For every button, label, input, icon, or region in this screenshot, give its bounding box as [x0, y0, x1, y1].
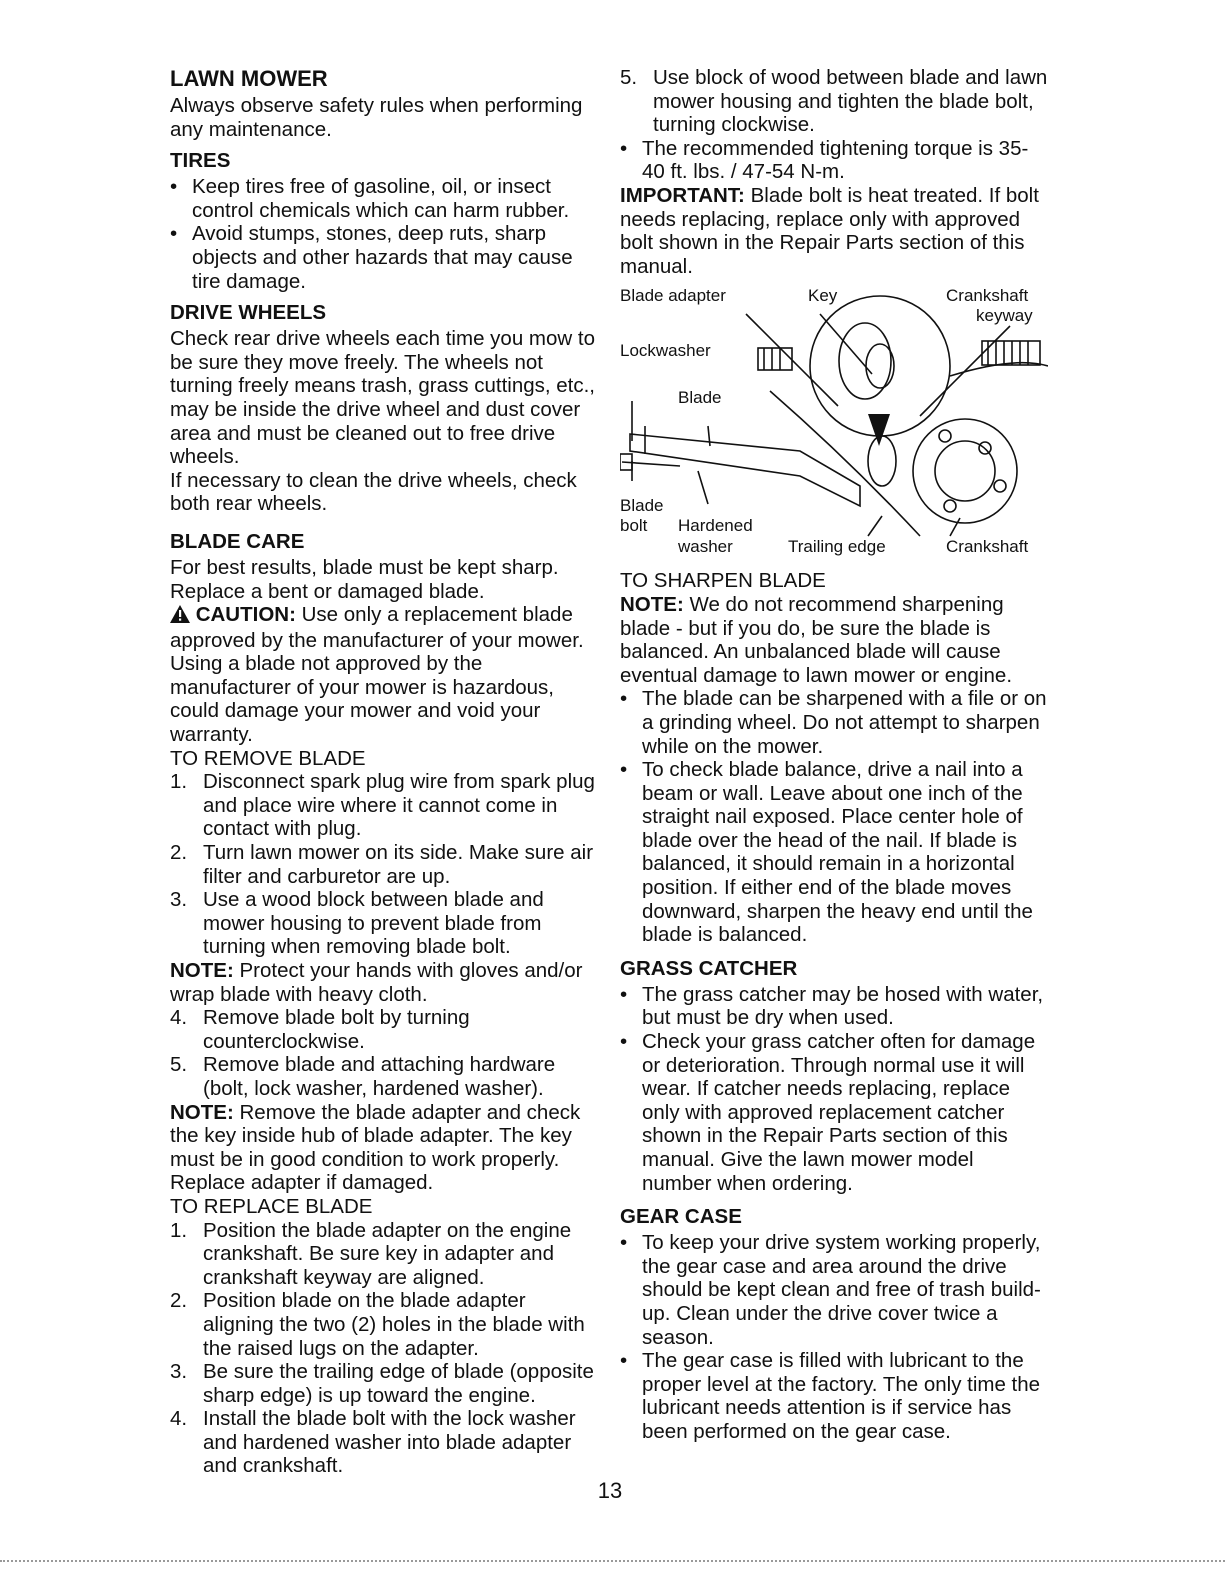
list-item: 1. Position the blade adapter on the engine crankshaft. Be sure key in adapter and crankshaft keyway are aligned.	[170, 1218, 572, 1289]
section-title-lawn-mower: LAWN MOWER	[170, 66, 328, 91]
list-item: • The gear case is filled with lubricant to the proper level at the factory. The only time the lubricant needs attention is if service has been performed on the gear case.	[620, 1349, 1041, 1443]
scan-edge-divider	[0, 1560, 1225, 1562]
subheading-replace-blade: TO REPLACE BLADE	[170, 1194, 373, 1218]
caution-text: Use only a replacement blade approved by the manufacturer of your mower. Using a blade not approved by the manufacturer of your mower is hazardous, could damage your mower and void your warranty.	[170, 603, 584, 747]
list-item: • The recommended tightening torque is 35-40 ft. lbs. / 47-54 N-m.	[620, 136, 1029, 184]
bullet-mark: •	[620, 1030, 628, 1054]
list-item: 4. Remove blade bolt by turning counterclockwise.	[170, 1006, 470, 1053]
torque-list	[620, 137, 1048, 184]
bullet-mark: •	[620, 982, 628, 1006]
list-item: • Keep tires free of gasoline, oil, or insect control chemicals which can harm rubber.	[170, 175, 570, 222]
heading-tires: TIRES	[170, 149, 231, 173]
subheading-sharpen-blade: TO SHARPEN BLADE	[620, 569, 826, 593]
heading-blade-care: BLADE CARE	[170, 529, 305, 553]
note-gloves: NOTE: Protect your hands with gloves and/or wrap blade with heavy cloth.	[170, 959, 583, 1006]
list-item: 4. Install the blade bolt with the lock washer and hardened washer into blade adapter and crankshaft.	[170, 1407, 576, 1478]
sharpen-note: NOTE: We do not recommend sharpening blade - but if you do, be sure the blade is balanced. An unbalanced blade will cause eventual damage to lawn mower or engine.	[620, 592, 1013, 687]
caution-label: CAUTION:	[195, 603, 296, 627]
sharpen-list	[620, 687, 1048, 947]
warning-triangle-icon	[170, 605, 190, 629]
list-item: 3. Use a wood block between blade and mower housing to prevent blade from turning when removing blade bolt.	[170, 888, 544, 959]
blade-assembly-diagram	[620, 286, 1048, 561]
gear-case-list	[620, 1231, 1048, 1443]
label-lockwasher: Lockwasher	[620, 341, 711, 361]
note-adapter: NOTE: Remove the blade adapter and check the key inside hub of blade adapter. The key must be in good condition to work properly. Replace adapter if damaged.	[170, 1100, 581, 1195]
list-item: 2. Position blade on the blade adapter aligning the two (2) holes in the blade with the raised lugs on the adapter.	[170, 1289, 585, 1360]
label-crankshaft-keyway-2: keyway	[976, 306, 1033, 326]
label-blade: Blade	[678, 388, 722, 408]
replace-steps-continued	[620, 66, 1048, 137]
list-item: • To check blade balance, drive a nail into a beam or wall. Leave about one inch of the straight nail exposed. Place center hole of blade over the head of the nail. If blade is balanced, it should remain in a horizontal position. If either end of the blade moves downward, sharpen the heavy end until the blade is balanced.	[620, 758, 1033, 947]
list-item: • The grass catcher may be hosed with water, but must be dry when used.	[620, 982, 1044, 1030]
list-item: 5. Remove blade and attaching hardware (bolt, lock washer, hardened washer).	[170, 1053, 556, 1100]
label-crankshaft: Crankshaft	[946, 537, 1029, 557]
subheading-remove-blade: TO REMOVE BLADE	[170, 746, 366, 770]
intro-text: Always observe safety rules when performing any maintenance.	[170, 94, 583, 141]
blade-care-text: For best results, blade must be kept sharp. Replace a bent or damaged blade.	[170, 555, 559, 603]
label-hardened-1: Hardened	[678, 516, 753, 536]
heading-drive-wheels: DRIVE WHEELS	[170, 301, 327, 325]
list-item: • To keep your drive system working properly, the gear case and area around the drive should be kept clean and free of trash build-up. Clean under the drive cover twice a season.	[620, 1231, 1041, 1349]
list-item: 3. Be sure the trailing edge of blade (opposite sharp edge) is up toward the engine.	[170, 1360, 594, 1407]
label-crankshaft-keyway-1: Crankshaft	[946, 286, 1029, 306]
list-item: 2. Turn lawn mower on its side. Make sure air filter and carburetor are up.	[170, 841, 594, 888]
heading-grass-catcher: GRASS CATCHER	[620, 956, 798, 980]
replace-steps-list	[170, 1219, 595, 1479]
right-column	[620, 66, 1048, 1444]
important-note: IMPORTANT: Blade bolt is heat treated. If bolt needs replacing, replace only with approved bolt shown in the Repair Parts section of this manual.	[620, 183, 1039, 278]
label-blade-adapter: Blade adapter	[620, 286, 726, 306]
caution-paragraph	[170, 603, 595, 747]
label-blade-bolt-1: Blade	[620, 496, 664, 516]
bullet-mark: •	[620, 1349, 628, 1373]
bullet-mark: •	[620, 758, 628, 782]
bullet-mark: •	[620, 687, 628, 711]
left-column	[170, 66, 595, 1478]
list-item: • The blade can be sharpened with a file or on a grinding wheel. Do not attempt to sharpen while on the mower.	[620, 687, 1047, 758]
bullet-mark: •	[620, 136, 628, 160]
label-blade-bolt-2: bolt	[620, 516, 648, 536]
label-key: Key	[808, 286, 838, 306]
label-hardened-2: washer	[678, 537, 733, 557]
page-number: 13	[597, 1478, 623, 1503]
grass-catcher-list	[620, 983, 1048, 1195]
bullet-mark: •	[170, 175, 178, 199]
label-trailing-edge: Trailing edge	[788, 537, 886, 557]
bullet-mark: •	[170, 222, 178, 246]
drive-wheels-text-2: If necessary to clean the drive wheels, check both rear wheels.	[170, 468, 577, 516]
list-item: • Avoid stumps, stones, deep ruts, sharp objects and other hazards that may cause tire damage.	[170, 222, 573, 293]
heading-gear-case: GEAR CASE	[620, 1205, 742, 1229]
list-item: 5. Use block of wood between blade and lawn mower housing and tighten the blade bolt, turning clockwise.	[620, 66, 1048, 137]
tires-list	[170, 175, 595, 293]
remove-steps-list	[170, 770, 595, 959]
remove-steps-list-2	[170, 1006, 595, 1100]
list-item: 1. Disconnect spark plug wire from spark plug and place wire where it cannot come in contact with plug.	[170, 770, 595, 841]
drive-wheels-text: Check rear drive wheels each time you mow to be sure they move freely. The wheels not turning freely means trash, grass cuttings, etc., may be inside the drive wheel and dust cover area and must be cleaned out to free drive wheels.	[170, 327, 595, 469]
list-item: • Check your grass catcher often for damage or deterioration. Through normal use it will wear. If catcher needs replacing, replace only with approved replacement catcher shown in the Repair Parts section of this manual. Give the lawn mower model number when ordering.	[620, 1030, 1036, 1195]
bullet-mark: •	[620, 1231, 628, 1255]
